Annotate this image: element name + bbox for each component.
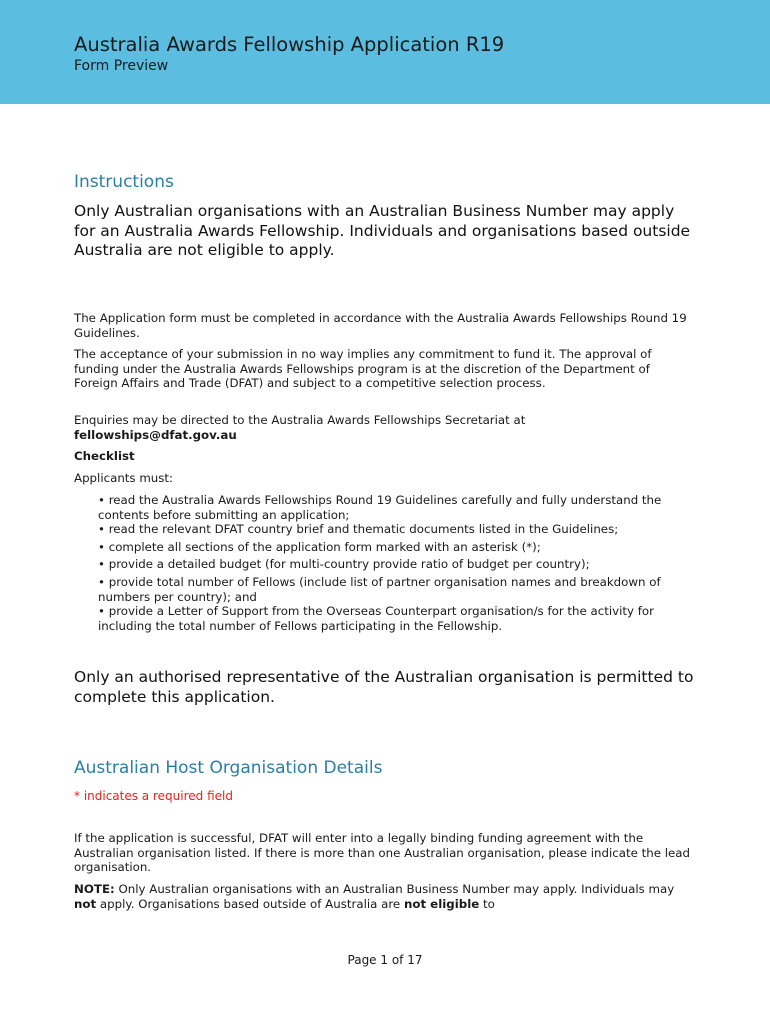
eligibility-note: NOTE: Only Australian organisations with an Australian Business Number may apply. Individuals may not apply. Organisations based outside of Australia are not eligible to	[74, 882, 675, 911]
instructions-paragraph-2: The acceptance of your submission in no way implies any commitment to fund it. The approval of funding under the Australia Awards Fellowships program is at the discretion of the Department of Foreign Affairs and Trade (DFAT) and subject to a competitive selection process.	[74, 347, 652, 391]
enquiries-email[interactable]: fellowships@dfat.gov.au	[74, 427, 237, 442]
enquiries-text	[74, 413, 694, 442]
authorised-representative-note: Only an authorised representative of the Australian organisation is permitted to complete this application.	[74, 668, 694, 706]
instructions-paragraph-1: The Application form must be completed in accordance with the Australia Awards Fellowships Round 19 Guidelines.	[74, 311, 687, 340]
form-subtitle: Form Preview	[74, 58, 169, 74]
list-item: • provide a Letter of Support from the Overseas Counterpart organisation/s for the activity for including the total number of Fellows participating in the Fellowship.	[98, 604, 654, 633]
list-item: • read the relevant DFAT country brief and thematic documents listed in the Guidelines;	[98, 522, 619, 536]
header-banner	[0, 0, 770, 104]
page-number: Page 1 of 17	[347, 953, 423, 967]
list-item: • provide total number of Fellows (include list of partner organisation names and breakdown of numbers per country); and	[98, 575, 661, 604]
checklist-heading: Checklist	[74, 449, 135, 463]
required-field-note: * indicates a required field	[74, 789, 233, 803]
host-organisation-heading: Australian Host Organisation Details	[74, 758, 383, 778]
list-item: • provide a detailed budget (for multi-country provide ratio of budget per country);	[98, 557, 590, 571]
enquiries-label: Enquiries may be directed to the Australia Awards Fellowships Secretariat at	[74, 413, 526, 427]
note-label: NOTE:	[74, 882, 115, 896]
applicants-must: Applicants must:	[74, 471, 174, 485]
instructions-lead: Only Australian organisations with an Australian Business Number may apply for an Australia Awards Fellowship. Individuals and organisations based outside Australia are not eligible to apply.	[74, 202, 691, 259]
note-emphasis-not-eligible: not eligible	[403, 896, 480, 911]
note-emphasis-not: not	[74, 896, 97, 911]
funding-agreement-paragraph: If the application is successful, DFAT will enter into a legally binding funding agreement with the Australian organisation listed. If there is more than one Australian organisation, please indicate the lead organisation.	[74, 831, 690, 875]
list-item: • complete all sections of the application form marked with an asterisk (*);	[98, 540, 541, 554]
instructions-heading: Instructions	[74, 172, 174, 192]
form-title: Australia Awards Fellowship Application R19	[74, 33, 505, 56]
list-item: • read the Australia Awards Fellowships Round 19 Guidelines carefully and fully understand the contents before submitting an application;	[98, 493, 662, 522]
